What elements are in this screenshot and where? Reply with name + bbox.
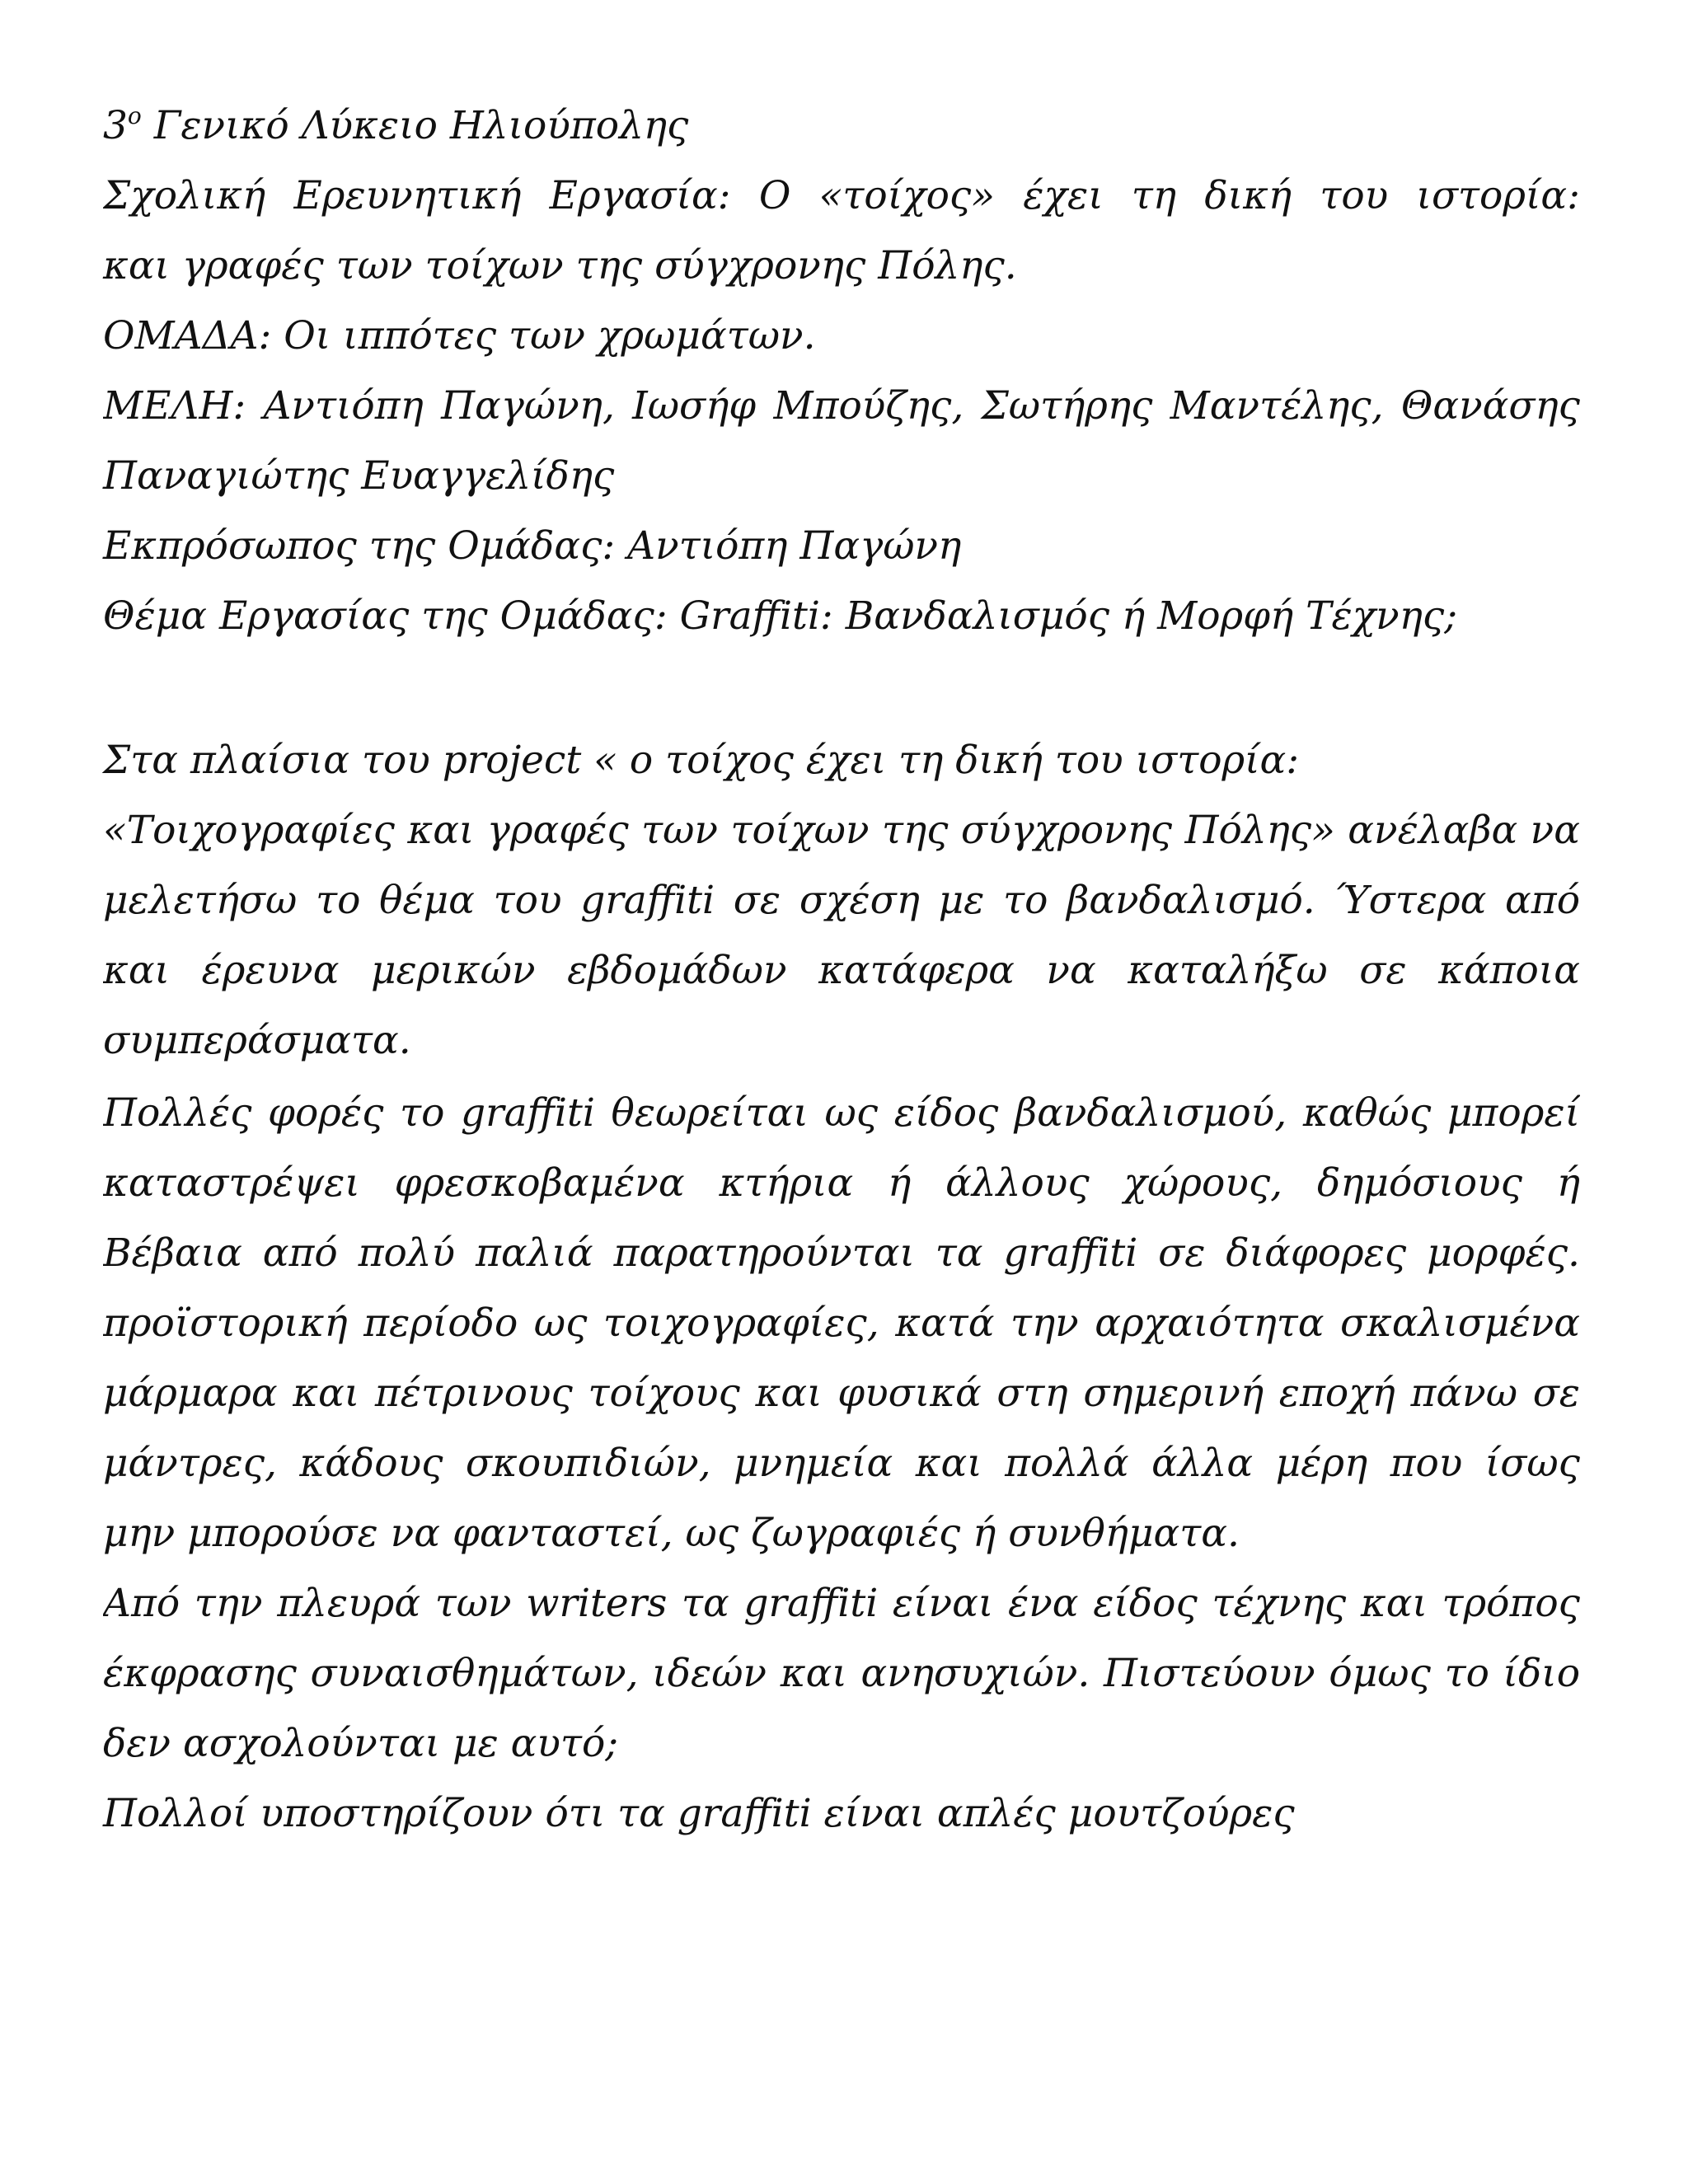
team-name: ΟΜΑΔΑ: Οι ιππότες των χρωμάτων. [103,313,816,359]
paragraph-line: δεν ασχολούνται με αυτό; [103,1721,619,1766]
paragraph-line: Πολλοί υποστηρίζουν ότι τα graffiti είναι απλές μουτζούρες [103,1791,1295,1836]
members-line-1: ΜΕΛΗ: Αντιόπη Παγώνη, Ιωσήφ Μπούζης, Σωτήρης Μαντέλης, Θανάσης [103,383,1580,429]
paragraph-line: μάρμαρα και πέτρινους τοίχους και φυσικά στη σημερινή εποχή πάνω σε [103,1371,1580,1416]
paragraph-line: προϊστορική περίοδο ως τοιχογραφίες, κατά την αρχαιότητα σκαλισμένα [103,1301,1580,1346]
document-header [103,91,1580,651]
paragraph-line: έκφρασης συναισθημάτων, ιδεών και ανησυχιών. Πιστεύουν όμως το ίδιο [103,1651,1580,1696]
paragraph-line: Βέβαια από πολύ παλιά παρατηρούνται τα graffiti σε διάφορες μορφές. [103,1230,1580,1276]
paragraph-line: μελετήσω το θέμα του graffiti σε σχέση με το βανδαλισμό. Ύστερα από [103,878,1580,923]
paragraph-line: Από την πλευρά των writers τα graffiti είναι ένα είδος τέχνης και τρόπος [103,1581,1580,1626]
school-name [103,91,1580,161]
members-line-2: Παναγιώτης Ευαγγελίδης [103,453,615,499]
paragraph-line: μάντρες, κάδους σκουπιδιών, μνημεία και πολλά άλλα μέρη που ίσως [103,1441,1580,1486]
team-representative: Εκπρόσωπος της Ομάδας: Αντιόπη Παγώνη [103,523,962,569]
body-paragraph [103,1078,1580,1849]
paragraph-line: Πολλές φορές το graffiti θεωρείται ως είδος βανδαλισμού, καθώς μπορεί [103,1090,1580,1136]
school-number: 3 [103,103,128,148]
paragraph-line: «Τοιχογραφίες και γραφές των τοίχων της σύγχρονης Πόλης» ανέλαβα να [103,808,1580,853]
project-title-line-2: και γραφές των τοίχων της σύγχρονης Πόλης. [103,243,1017,288]
project-title-line-1: Σχολική Ερευνητική Εργασία: Ο «τοίχος» έχει τη δική του ιστορία: [103,173,1580,218]
school-name-text: Γενικό Λύκειο Ηλιούπολης [141,103,689,148]
school-ordinal: ο [127,102,142,129]
paragraph-line: και έρευνα μερικών εβδομάδων κατάφερα να καταλήξω σε κάποια [103,948,1580,993]
paragraph-line: καταστρέψει φρεσκοβαμένα κτήρια ή άλλους χώρους, δημόσιους ή [103,1160,1580,1206]
intro-paragraph [103,725,1580,1076]
paragraph-line: μην μπορούσε να φανταστεί, ως ζωγραφιές ή συνθήματα. [103,1511,1240,1556]
team-topic: Θέμα Εργασίας της Ομάδας: Graffiti: Βανδαλισμός ή Μορφή Τέχνης; [103,593,1458,639]
paragraph-line: συμπεράσματα. [103,1018,411,1063]
paragraph-line: Στα πλαίσια του project « ο τοίχος έχει τη δική του ιστορία: [103,738,1300,783]
